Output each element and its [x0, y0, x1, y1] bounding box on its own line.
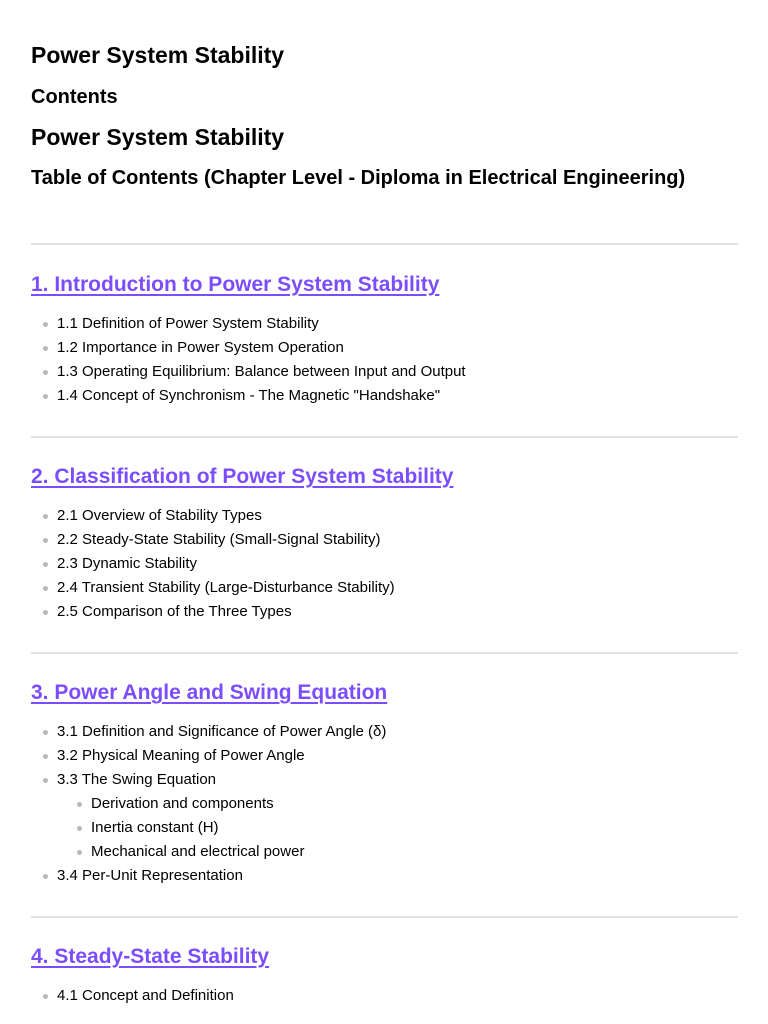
chapter-3-list [31, 720, 386, 888]
divider [31, 436, 738, 438]
list-item: 4.1 Concept and Definition [31, 984, 234, 1008]
list-item: 3.3 The Swing Equation [31, 768, 386, 792]
list-item: 2.3 Dynamic Stability [31, 552, 395, 576]
sub-list-item: Inertia constant (H) [31, 816, 386, 840]
list-item: 1.1 Definition of Power System Stability [31, 312, 466, 336]
list-item: 1.2 Importance in Power System Operation [31, 336, 466, 360]
list-item: 3.1 Definition and Significance of Power Angle (δ) [31, 720, 386, 744]
list-item: 3.4 Per-Unit Representation [31, 864, 386, 888]
chapter-4-list [31, 984, 234, 1008]
divider [31, 652, 738, 654]
chapter-4-link[interactable]: 4. Steady-State Stability [31, 945, 270, 968]
chapter-1-list [31, 312, 466, 408]
list-item: 1.3 Operating Equilibrium: Balance between Input and Output [31, 360, 466, 384]
contents-label: Contents [31, 86, 118, 108]
sub-list-item: Mechanical and electrical power [31, 840, 386, 864]
list-item: 2.5 Comparison of the Three Types [31, 600, 395, 624]
list-item: 1.4 Concept of Synchronism - The Magnetic "Handshake" [31, 384, 466, 408]
chapter-1-link[interactable]: 1. Introduction to Power System Stability [31, 273, 440, 296]
sub-list-item: Derivation and components [31, 792, 386, 816]
chapter-3-link[interactable]: 3. Power Angle and Swing Equation [31, 681, 388, 704]
toc-heading: Table of Contents (Chapter Level - Diploma in Electrical Engineering) [31, 167, 686, 189]
list-item: 3.2 Physical Meaning of Power Angle [31, 744, 386, 768]
divider [31, 916, 738, 918]
list-item: 2.4 Transient Stability (Large-Disturbance Stability) [31, 576, 395, 600]
document-title: Power System Stability [31, 42, 285, 68]
chapter-2-link[interactable]: 2. Classification of Power System Stability [31, 465, 454, 488]
divider [31, 243, 738, 245]
chapter-2-list [31, 504, 395, 624]
list-item: 2.2 Steady-State Stability (Small-Signal Stability) [31, 528, 395, 552]
document-subtitle: Power System Stability [31, 124, 285, 150]
list-item: 2.1 Overview of Stability Types [31, 504, 395, 528]
